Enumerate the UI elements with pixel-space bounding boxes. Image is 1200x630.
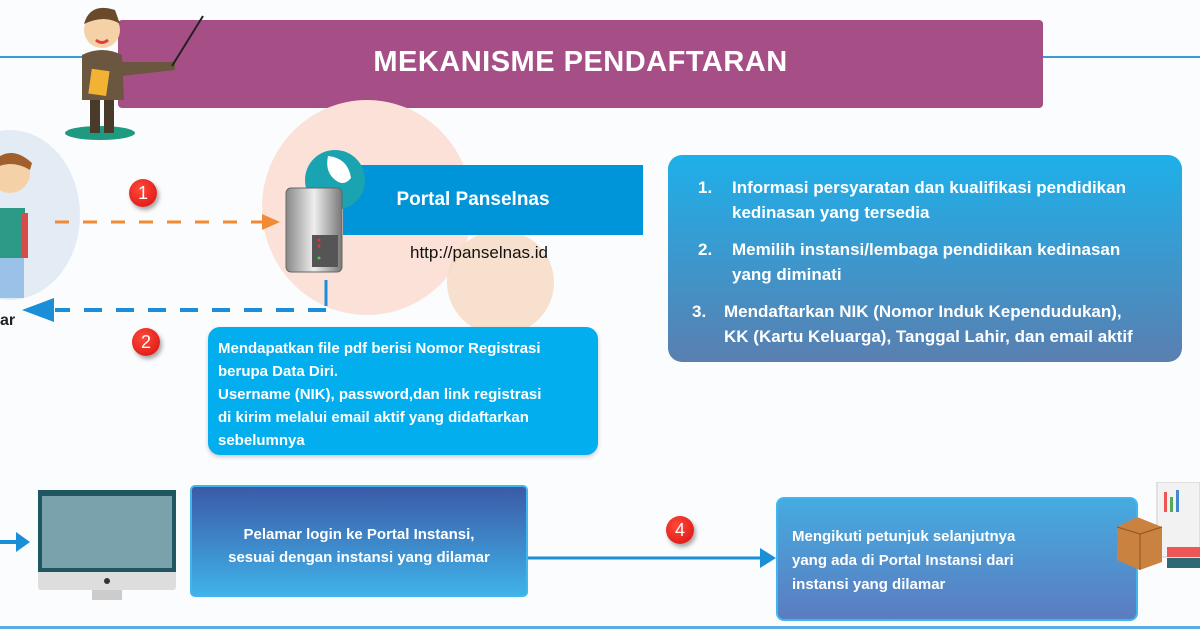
step-2-box xyxy=(208,327,598,455)
orange-dashed-arrow xyxy=(50,212,282,232)
follow-box xyxy=(776,497,1138,621)
step-4-badge: 4 xyxy=(666,516,694,544)
follow-line: Mengikuti petunjuk selanjutnya xyxy=(792,528,1016,545)
server-icon xyxy=(284,180,346,275)
info-line: yang diminati xyxy=(732,265,842,284)
step2-line: Mendapatkan file pdf berisi Nomor Registrasi xyxy=(218,340,541,357)
login-line: Pelamar login ke Portal Instansi, xyxy=(243,526,475,543)
box-documents-icon xyxy=(1112,482,1200,572)
step2-line: Username (NIK), password,dan link registrasi xyxy=(218,386,542,403)
info-item xyxy=(698,175,1172,225)
info-line: Memilih instansi/lembaga pendidikan kedinasan xyxy=(732,240,1121,259)
blue-dashed-arrow xyxy=(20,278,332,323)
info-line: Informasi persyaratan dan kualifikasi pendidikan xyxy=(732,178,1126,197)
info-num: 2. xyxy=(698,240,713,259)
info-item xyxy=(698,237,1172,287)
monitor-icon xyxy=(38,488,178,603)
login-box xyxy=(190,485,528,597)
step2-line: sebelumnya xyxy=(218,432,305,449)
login-to-follow-arrow xyxy=(528,546,778,570)
info-num: 3. xyxy=(692,302,707,321)
info-item xyxy=(692,299,1172,349)
step2-line: berupa Data Diri. xyxy=(218,363,339,380)
step2-line: di kirim melalui email aktif yang didaftarkan xyxy=(218,409,529,426)
info-line: Mendaftarkan NIK (Nomor Induk Kependudukan), xyxy=(724,302,1122,321)
page-title: MEKANISME PENDAFTARAN xyxy=(373,46,788,78)
step-1-badge: 1 xyxy=(129,179,157,207)
portal-url[interactable]: http://panselnas.id xyxy=(410,243,548,262)
info-line: kedinasan yang tersedia xyxy=(732,203,930,222)
info-num: 1. xyxy=(698,178,713,197)
step-2-badge: 2 xyxy=(132,328,160,356)
portal-name: Portal Panselnas xyxy=(396,189,550,210)
info-list-box xyxy=(668,155,1182,362)
student-label: ar xyxy=(0,312,16,329)
follow-line: instansi yang dilamar xyxy=(792,576,946,593)
info-line: KK (Kartu Keluarga), Tanggal Lahir, dan email aktif xyxy=(724,327,1133,346)
follow-line: yang ada di Portal Instansi dari xyxy=(792,552,1014,569)
incoming-arrow xyxy=(0,530,32,554)
login-line: sesuai dengan instansi yang dilamar xyxy=(228,549,490,566)
bottom-line xyxy=(0,626,1200,629)
teacher-illustration-icon xyxy=(60,0,210,145)
